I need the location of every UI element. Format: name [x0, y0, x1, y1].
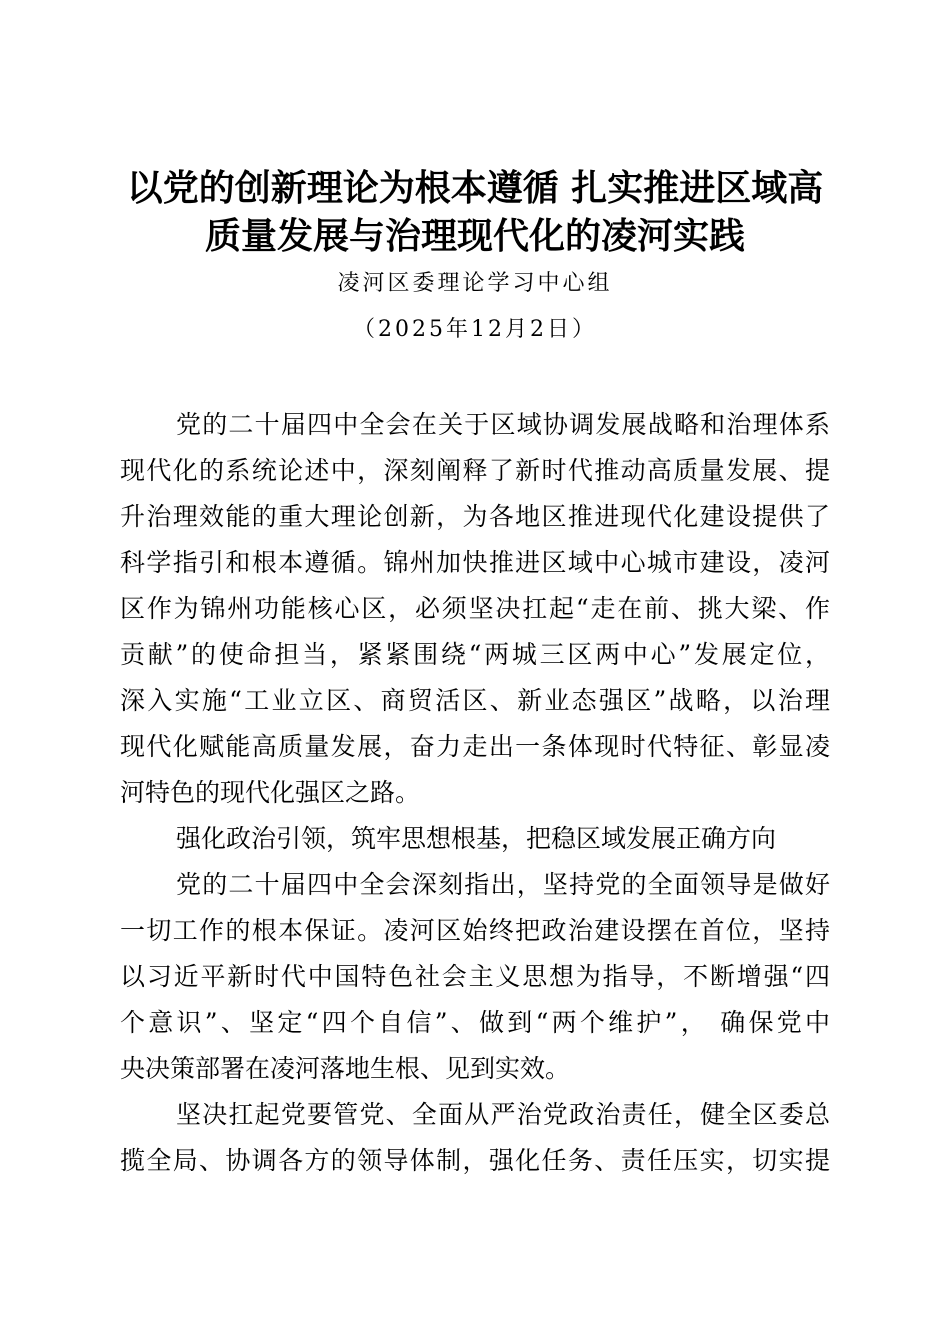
text-line: 一切工作的根本保证。凌河区始终把政治建设摆在首位，坚持 [120, 916, 830, 945]
text-line: 坚决扛起党要管党、全面从严治党政治责任，健全区委总 [176, 1100, 830, 1129]
text-line: 党的二十届四中全会在关于区域协调发展战略和治理体系 [176, 410, 830, 439]
paragraph [120, 1092, 830, 1184]
text-line: 揽全局、协调各方的领导体制，强化任务、责任压实，切实提 [120, 1146, 830, 1175]
section-heading [120, 816, 830, 862]
document-title-line-1: 以党的创新理论为根本遵循 扎实推进区域高 [126, 167, 824, 209]
text-line: 升治理效能的重大理论创新，为各地区推进现代化建设提供了 [120, 502, 830, 531]
text-line: 党的二十届四中全会深刻指出，坚持党的全面领导是做好 [176, 870, 830, 899]
text-line: 央决策部署在凌河落地生根、见到实效。 [120, 1054, 571, 1083]
document-author: 凌河区委理论学习中心组 [337, 271, 613, 296]
text-line: 强化政治引领，筑牢思想根基，把稳区域发展正确方向 [176, 824, 777, 853]
text-line: 个意识”、坚定“四个自信”、做到“两个维护”， 确保党中 [120, 1008, 830, 1037]
text-line: 现代化赋能高质量发展，奋力走出一条体现时代特征、彰显凌 [120, 732, 830, 761]
paragraph [120, 402, 830, 816]
text-line: 贡献”的使命担当，紧紧围绕“两城三区两中心”发展定位， [120, 640, 830, 669]
text-line: 现代化的系统论述中，深刻阐释了新时代推动高质量发展、提 [120, 456, 830, 485]
text-line: 以习近平新时代中国特色社会主义思想为指导，不断增强“四 [120, 962, 830, 991]
paragraph [120, 862, 830, 1092]
text-line: 深入实施“工业立区、商贸活区、新业态强区”战略，以治理 [120, 686, 830, 715]
text-line: 河特色的现代化强区之路。 [120, 778, 421, 807]
text-line: 科学指引和根本遵循。锦州加快推进区域中心城市建设，凌河 [120, 548, 830, 577]
text-line: 区作为锦州功能核心区，必须坚决扛起“走在前、挑大梁、作 [120, 594, 830, 623]
document-body [120, 402, 830, 1184]
document-title-line-2: 质量发展与治理现代化的凌河实践 [204, 215, 745, 257]
document-date: （2025年12月2日） [353, 317, 597, 342]
